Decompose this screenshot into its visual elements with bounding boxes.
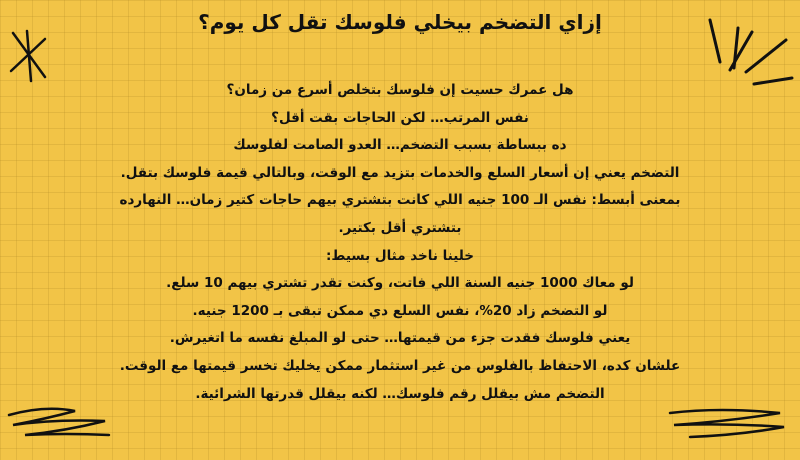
text-line: لو معاك 1000 جنيه السنة اللي فاتت، وكنت تقدر تشتري بيهم 10 سلع. xyxy=(166,275,634,292)
text-line: هل عمرك حسيت إن فلوسك بتخلص أسرع من زمان؟ xyxy=(226,82,574,98)
text-line: لو التضخم زاد 20%، نفس السلع دي ممكن تبقى بـ 1200 جنيه. xyxy=(192,302,608,319)
text-line: بتشتري أقل بكتير. xyxy=(338,219,462,236)
text-line: التضخم مش بيقلل رقم فلوسك… لكنه بيقلل قدرتها الشرائية. xyxy=(195,385,605,402)
text-line: بمعنى أبسط: نفس الـ 100 جنيه اللي كانت بتشتري بيهم حاجات كتير زمان… النهارده xyxy=(119,192,681,209)
wave-scribble-icon xyxy=(5,405,115,445)
text-line: نفس المرتب… لكن الحاجات بقت أقل؟ xyxy=(271,109,529,126)
text-line: خلينا ناخد مثال بسيط: xyxy=(326,247,474,264)
wave-scribble-icon xyxy=(660,405,790,445)
text-line: ده ببساطة بسبب التضخم… العدو الصامت لفلوسك xyxy=(233,137,567,154)
text-line: التضخم يعني إن أسعار السلع والخدمات بتزيد مع الوقت، وبالتالي قيمة فلوسك بتقل. xyxy=(120,164,680,181)
page-title: إزاي التضخم بيخلي فلوسك تقل كل يوم؟ xyxy=(198,10,602,34)
star-scribble-icon xyxy=(5,25,55,85)
text-line: يعني فلوسك فقدت جزء من قيمتها… حتى لو المبلغ نفسه ما اتغيرش. xyxy=(169,330,631,347)
text-line: علشان كده، الاحتفاظ بالفلوس من غير استثمار ممكن يخليك تخسر قيمتها مع الوقت. xyxy=(119,357,681,374)
article-body xyxy=(0,77,800,408)
